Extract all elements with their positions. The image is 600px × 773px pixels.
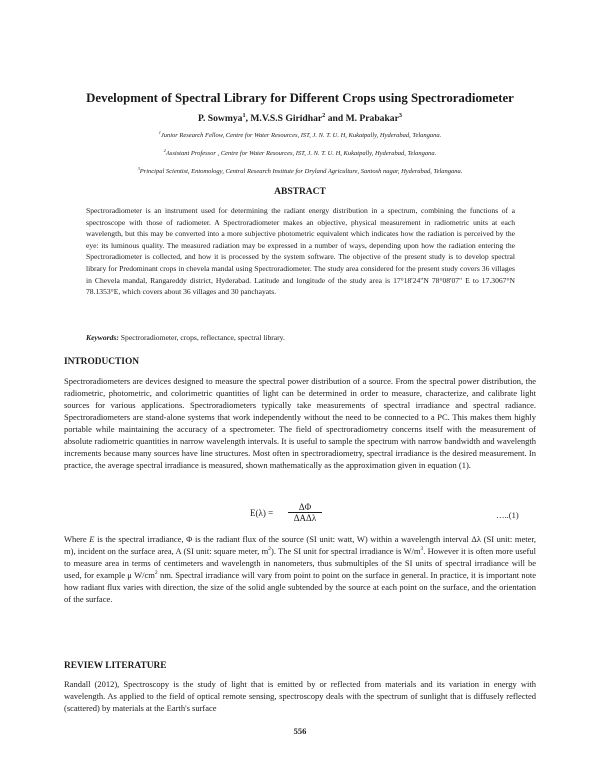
affiliation [40, 129, 560, 139]
author-mark: 1 [242, 111, 246, 119]
review-heading: REVIEW LITERATURE [64, 661, 167, 671]
author-name: M. Prabakar [345, 113, 399, 124]
equation-numerator: ΔΦ [288, 502, 322, 513]
author-mark: 3 [398, 111, 402, 119]
review-paragraph: Randall (2012), Spectroscopy is the study of light that is emitted by or reflected from materials and its variation in energy with wavelength. As applied to the field of optical remote sensing, spectroscopy deals with the spectrum of sunlight that is diffusely reflected (scattered) by materials at the Earth's surface [64, 679, 536, 713]
equation-fraction [288, 502, 322, 524]
affiliation [40, 165, 560, 175]
symbol-e: E [89, 534, 95, 544]
affiliation [40, 147, 560, 157]
author-mark: 2 [322, 111, 326, 119]
keywords-label: Keywords: [86, 333, 119, 342]
author-separator: and [325, 113, 346, 124]
abstract-heading: ABSTRACT [274, 187, 326, 197]
introduction-heading: INTRODUCTION [64, 357, 140, 367]
affiliation-mark: 1 [158, 129, 161, 135]
text-run: ). The SI unit for spectral irradiance is W/m [271, 546, 421, 556]
equation-denominator: ΔAΔλ [293, 513, 317, 523]
equation-number: …..(1) [496, 510, 519, 520]
affiliation-mark: 2 [163, 147, 166, 153]
abstract-body: Spectroradiometer is an instrument used for determining the radiant energy distribution in a spectrum, combining the functions of a spectroscope with those of radiometer. A Spectroradiometer makes an objective, physical measurement in radiometric units at each wavelength, but this may be converted into a more subjective photometric equivalent which indicates how the radiation is perceived by the eye: its luminous quality. The measured radiation may be expressed in a number of ways, depending upon how the radiation entering the Spectroradiometer is collected, and how it is processed by the system software. The objective of the present study is to develop spectral library for Predominant crops in chevela mandal using Spectroradiometer. The study area considered for the present study covers 36 villages in Chevela mandal, Rangareddy district, Hyderabad. Latitude and longitude of the study area is 17°18'24"N 78°08'07" E to 17.3067°N 78.1353°E, which covers about 36 villages and 30 panchayats. [86, 206, 515, 297]
equation-lhs: E(λ) = [250, 508, 274, 518]
keywords [86, 333, 515, 342]
author-line [40, 113, 560, 124]
where-paragraph [64, 533, 536, 605]
affiliation-text: Principal Scientist, Entomology, Central Research Institute for Dryland Agriculture, Santosh nagar, Hyderabad, Telangana. [139, 168, 463, 175]
affiliation-text: Junior Research Fellow, Centre for Water Resources, IST, J. N. T. U. H, Kukatpally, Hyderabad, Telangana. [160, 132, 442, 139]
author-name: P. Sowmya [198, 113, 243, 124]
affiliation-text: Assistant Professor , Centre for Water Resources, IST, J. N. T. U. H, Kukatpally, Hyderabad, Telangana. [165, 150, 437, 157]
text-run: is the spectral irradiance, Φ is the radiant flux of the source (SI unit: watt, W) within a wavelength interval Δλ (SI unit: meter, m), incident on the surface area, A (SI unit: square meter, m [64, 534, 536, 556]
page-number: 556 [293, 726, 307, 736]
introduction-paragraph: Spectroradiometers are devices designed to measure the spectral power distribution of a source. From the spectral power distribution, the radiometric, photometric, and colorimetric quantities of light can be determined in order to measure, characterize, and calibrate light sources for various applications. Spectroradiometers typically take measurements of spectral irradiance and spectral radiance. Spectroradiometers are stand-alone systems that work independently without the need to be connected to a PC. This makes them highly portable while maintaining the accuracy of a spectrometer. The field of spectroradiometry concerns itself with the measurement of absolute radiometric quantities in narrow wavelength intervals. It is useful to sample the spectrum with narrow bandwidth and wavelength increments because many sources have line structures. Most often in spectroradiometry, spectral irradiance is the desired measurement. In practice, the average spectral irradiance is measured, shown mathematically as the approximation given in equation (1). [64, 376, 536, 470]
superscript: 2 [154, 570, 158, 577]
affiliation-mark: 3 [137, 165, 140, 171]
author-separator: , [245, 113, 251, 124]
author-name: M.V.S.S Giridhar [250, 113, 323, 124]
text-run: nm. Spectral irradiance will vary from point to point on the surface in general. In practice, it is important note how radiant flux varies with direction, the size of the solid angle subtended by the source at each point on the surface, and the orientation of the surface. [64, 570, 536, 604]
paper-title: Development of Spectral Library for Different Crops using Spectroradiometer [86, 91, 514, 105]
superscript: 2 [268, 546, 272, 553]
keywords-text: Spectroradiometer, crops, reflectance, spectral library. [118, 333, 285, 342]
text-run: Where [64, 534, 90, 544]
text-run: . However it is often more useful to measure area in terms of centimeters and wavelength in nanometers, thus submultiples of the SI units of spectral irradiance will be used, for example μ W/cm [64, 546, 536, 580]
superscript: 3 [420, 546, 424, 553]
